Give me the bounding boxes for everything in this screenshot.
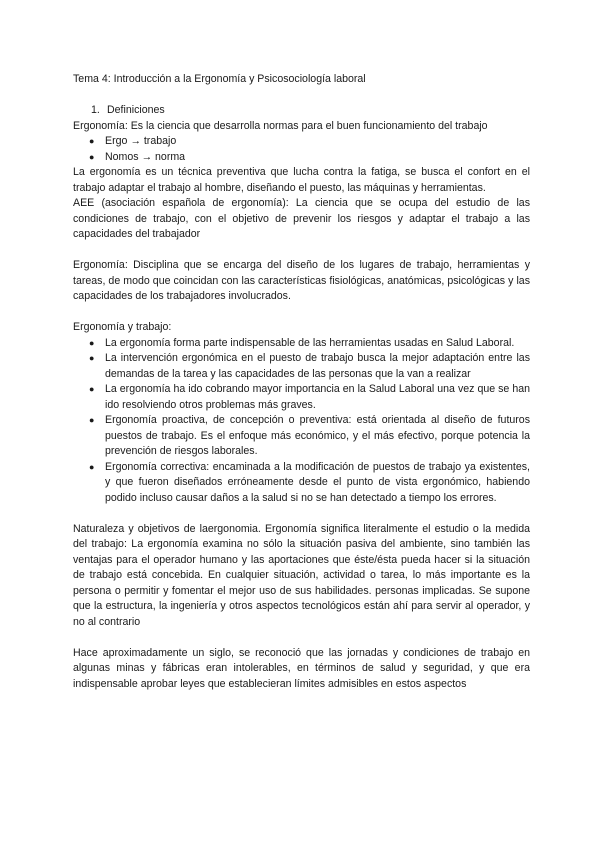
bullet-icon: ● [89,337,95,348]
list-item: ● La ergonomía forma parte indispensable de las herramientas usadas en Salud Laboral. [73,336,530,352]
section-subheading: Ergonomía y trabajo: [73,321,172,333]
paragraph-disciplina: Ergonomía: Disciplina que se encarga del diseño de los lugares de trabajo, herramientas y tareas, de modo que coincidan con las características fisiológicas, anatómicas, psicológicas y las capacidades de los trabajadores involucrados. [73,259,530,302]
document-page [73,72,530,692]
bullet-icon: ● [89,151,95,162]
bullet-icon: ● [89,384,95,394]
bullet-icon: ● [89,353,95,363]
ergonomia-trabajo-list [73,336,530,507]
bullet-icon: ● [89,136,95,146]
paragraph-preventiva: La ergonomía es un técnica preventiva que lucha contra la fatiga, se busca el confort en el trabajo adaptar el trabajo al hombre, diseñando el puesto, las máquinas y herramientas. [73,166,530,194]
bullet-icon: ● [89,461,95,472]
definition-ergonomia: Ergonomía: Es la ciencia que desarrolla normas para el buen funcionamiento del trabajo [73,119,488,132]
section-title: Definiciones [107,104,165,116]
list-item: ● La intervención ergonómica en el puesto de trabajo busca la mejor adaptación entre las demandas de la tarea y las capacidades de las personas que la van a realizar [73,351,530,382]
bullet-icon: ● [89,415,95,425]
section-number: 1. [91,104,100,116]
list-item: ● La ergonomía ha ido cobrando mayor importancia en la Salud Laboral una vez que se han ido resolviendo otros problemas más graves. [73,382,530,413]
list-item: ● Ergo → trabajo [73,134,530,150]
etymology-list [73,134,530,165]
list-item: ● Nomos → norma [73,150,530,166]
paragraph-aee: AEE (asociación española de ergonomía): La ciencia que se ocupa del estudio de las condiciones de trabajo, con el objetivo de prevenir los riesgos y adaptar el trabajo a las capacidades del trabajador [73,197,530,240]
list-item: ● Ergonomía proactiva, de concepción o preventiva: está orientada al diseño de futuros puestos de trabajo. Es el enfoque más económico, y el más efectivo, porque potencia la prevención de riesgos laborales. [73,413,530,460]
paragraph-naturaleza: Naturaleza y objetivos de laergonomia. Ergonomía significa literalmente el estudio o la medida del trabajo: La ergonomía examina no sólo la situación pasiva del ambiente, sino también las ventajas para el operador humano y las aportaciones que éste/ésta pueda hacer si la situación de trabajo está concebida. En cualquier situación, actividad o tarea, lo más importante es la persona o permitir y fomentar el mejor uso de sus habilidades. personas implicadas. Se supone que la estructura, la ingeniería y otros aspectos tecnológicos están ahí para servir al operador, y no al contrario [73,522,530,628]
document-title: Tema 4: Introducción a la Ergonomía y Psicosociología laboral [73,73,366,85]
list-item: ● Ergonomía correctiva: encaminada a la modificación de puestos de trabajo ya existentes, y que fueron diseñados erróneamente desde el punto de vista ergonómico, habiendo podido incluso causar daños a la salud si no se han detectado a tiempo los errores. [73,460,530,507]
paragraph-siglo: Hace aproximadamente un siglo, se reconoció que las jornadas y condiciones de trabajo en algunas minas y fábricas eran intolerables, en términos de salud y seguridad, y que era indispensable aprobar leyes que establecieran límites admisibles en estos aspectos [73,646,530,690]
section-heading [73,103,530,119]
